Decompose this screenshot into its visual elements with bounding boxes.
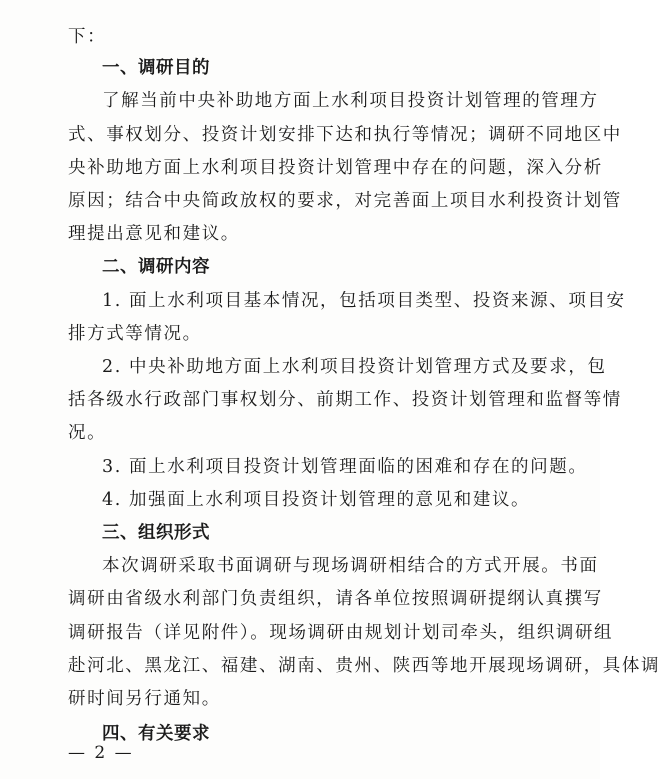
intro-fragment: 下： — [68, 27, 107, 47]
paragraph-line: 1. 面上水利项目基本情况，包括项目类型、投资来源、项目安 — [102, 290, 626, 311]
paragraph-line: 调研报告（详见附件）。现场调研由规划计划司牵头，组织调研组 — [68, 622, 614, 643]
paragraph-line: 研时间另行通知。 — [68, 689, 221, 709]
requirements-heading: 四、有关要求 — [102, 724, 210, 745]
paragraph-line: 况。 — [68, 423, 107, 444]
paragraph-line: 3. 面上水利项目投资计划管理面临的困难和存在的问题。 — [102, 456, 588, 477]
paragraph-line: 本次调研采取书面调研与现场调研相结合的方式开展。书面 — [102, 556, 599, 577]
paragraph-line: 原因；结合中央简政放权的要求，对完善面上项目水利投资计划管 — [68, 191, 622, 211]
paragraph-line: 式、事权划分、投资计划安排下达和执行等情况；调研不同地区中 — [68, 124, 622, 145]
paragraph-line: 理提出意见和建议。 — [68, 224, 240, 245]
paragraph-line: 括各级水行政部门事权划分、前期工作、投资计划管理和监督等情 — [68, 390, 622, 411]
paragraph-line: 了解当前中央补助地方面上水利项目投资计划管理的管理方 — [102, 91, 599, 112]
paragraph-line: 4. 加强面上水利项目投资计划管理的意见和建议。 — [102, 489, 531, 510]
paragraph-line: 排方式等情况。 — [68, 323, 202, 344]
paragraph-line: 调研由省级水利部门负责组织，请各单位按照调研提纲认真撰写 — [68, 589, 603, 610]
section-heading-organization: 三、组织形式 — [102, 523, 210, 543]
section-heading-purpose: 一、调研目的 — [102, 58, 210, 79]
section-heading-content: 二、调研内容 — [102, 257, 210, 278]
paragraph-line: 赴河北、黑龙江、福建、湖南、贵州、陕西等地开展现场调研，具体调 — [68, 655, 660, 676]
paragraph-line: 2. 中央补助地方面上水利项目投资计划管理方式及要求，包 — [102, 357, 607, 377]
page-number: — 2 — — [68, 743, 134, 763]
paragraph-line: 央补助地方面上水利项目投资计划管理中存在的问题，深入分析 — [68, 157, 603, 178]
